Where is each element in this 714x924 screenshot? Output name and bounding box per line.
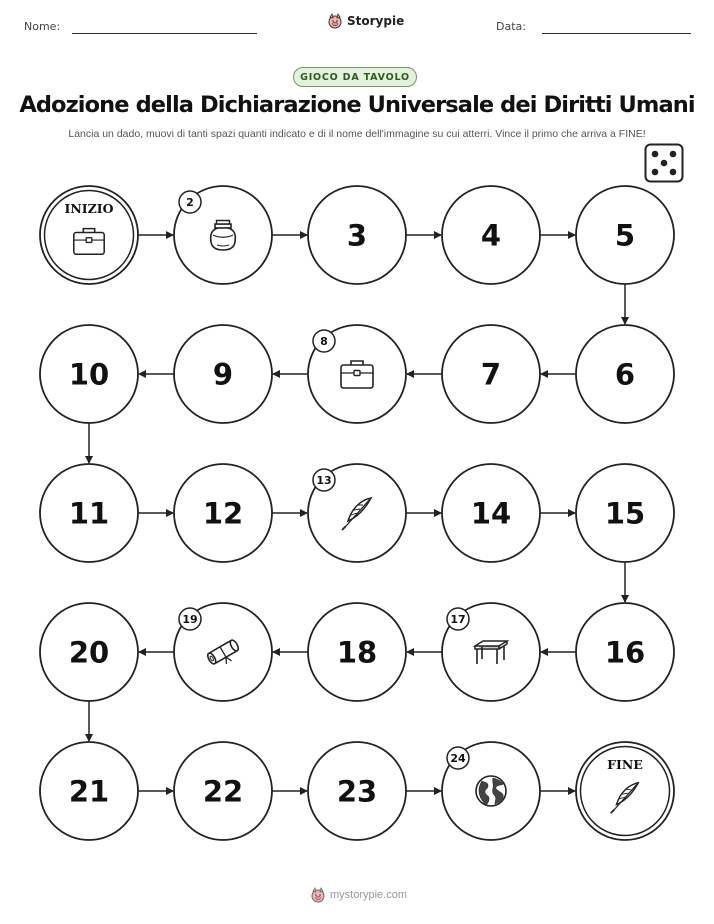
game-type-badge: GIOCO DA TAVOLO [293,67,417,87]
board-space-8 [308,325,406,423]
board-space-6 [576,325,674,423]
inkwell-icon [211,221,236,251]
date-label: Data: [496,20,526,33]
space-number: 24 [450,752,466,765]
board-space-25 [576,742,674,840]
board-space-17 [442,603,540,701]
page-title: Adozione della Dichiarazione Universale dei Diritti Umani [19,92,695,118]
space-number: 21 [68,774,110,809]
space-number: 22 [202,774,244,809]
board-space-15 [576,464,674,562]
footer-url: mystorypie.com [330,889,408,901]
space-number: 19 [182,613,198,626]
space-number: 10 [68,357,110,392]
board-space-1 [40,186,138,284]
briefcase-icon [341,361,373,388]
board-space-18 [308,603,406,701]
space-number: 11 [68,496,110,531]
board-space-13 [308,464,406,562]
space-number: 2 [186,196,194,209]
space-number: 9 [212,357,234,392]
space-number: 18 [336,635,378,670]
finish-label: FINE [607,757,643,772]
board-space-4 [442,186,540,284]
briefcase-icon [74,229,104,255]
space-number: 7 [480,357,502,392]
board-space-10 [40,325,138,423]
board-space-24 [442,742,540,840]
board-space-23 [308,742,406,840]
footer [310,887,407,903]
board-space-11 [40,464,138,562]
board-space-21 [40,742,138,840]
space-number: 14 [470,496,512,531]
space-number: 3 [346,218,368,253]
board-space-5 [576,186,674,284]
space-number: 16 [604,635,646,670]
space-number: 4 [480,218,502,253]
space-number: 6 [614,357,636,392]
board-space-9 [174,325,272,423]
board-space-12 [174,464,272,562]
space-number: 17 [450,613,466,626]
board-space-3 [308,186,406,284]
space-number: 5 [614,218,636,253]
instructions: Lancia un dado, muovi di tanti spazi quanti indicato e di il nome dell'immagine su cui atterri. Vince il primo che arriva a FINE! [68,128,646,140]
space-number: 8 [320,335,328,348]
board-space-7 [442,325,540,423]
start-label: INIZIO [64,201,114,216]
board-space-22 [174,742,272,840]
globe-icon [476,776,506,806]
board-space-20 [40,603,138,701]
brand-name: Storypie [347,14,405,28]
board-space-2 [174,186,272,284]
board-space-14 [442,464,540,562]
pig-mascot-icon [310,887,326,903]
space-number: 13 [316,474,332,487]
board-space-16 [576,603,674,701]
space-number: 20 [68,635,110,670]
space-number: 12 [202,496,244,531]
name-label: Nome: [24,20,61,33]
space-number: 15 [604,496,646,531]
space-number: 23 [336,774,378,809]
board-space-19 [174,603,272,701]
